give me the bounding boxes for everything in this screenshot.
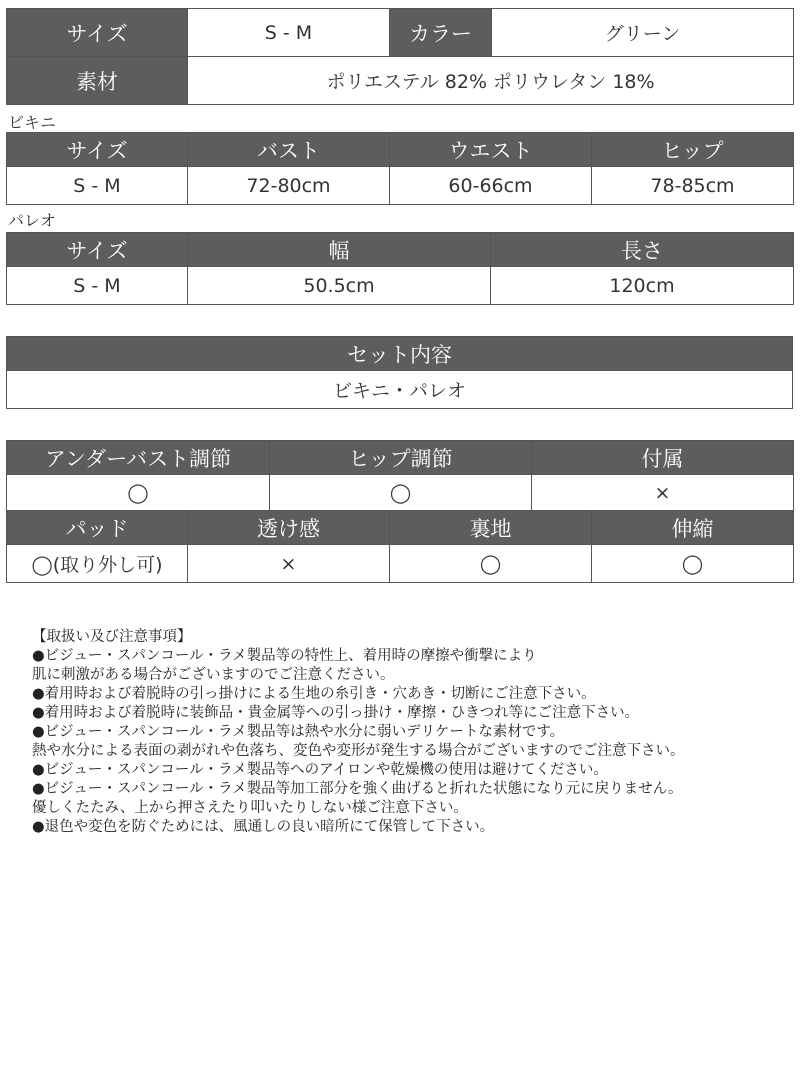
pad-value: ◯(取り外し可) <box>7 545 188 583</box>
material-value: ポリエステル 82% ポリウレタン 18% <box>188 57 794 105</box>
pareo-header-width: 幅 <box>188 233 491 267</box>
hip-adjust-header: ヒップ調節 <box>270 441 532 475</box>
hip-adjust-value: ◯ <box>270 475 532 511</box>
sheerness-value: × <box>188 545 390 583</box>
underbust-adjust-header: アンダーバスト調節 <box>7 441 270 475</box>
pareo-value-size: S - M <box>7 267 188 305</box>
care-notes-title: 【取扱い及び注意事項】 <box>32 629 192 645</box>
size-value: S - M <box>188 9 390 57</box>
included-header: 付属 <box>532 441 794 475</box>
material-label: 素材 <box>7 57 188 105</box>
pareo-header-length: 長さ <box>491 233 794 267</box>
bikini-value-waist: 60-66cm <box>390 167 592 205</box>
pad-header: パッド <box>7 511 188 545</box>
care-note-line: 優しくたたみ、上から押さえたり叩いたりしない様ご注意下さい。 <box>32 800 468 816</box>
lining-value: ◯ <box>390 545 592 583</box>
care-note-line: ●着用時および着脱時に装飾品・貴金属等への引っ掛け・摩擦・ひきつれ等にご注意下さい。 <box>32 705 640 721</box>
pareo-value-length: 120cm <box>491 267 794 305</box>
summary-table <box>6 8 794 105</box>
care-note-line: 肌に刺激がある場合がございますのでご注意ください。 <box>32 667 395 683</box>
size-label: サイズ <box>7 9 188 57</box>
stretch-header: 伸縮 <box>592 511 794 545</box>
care-note-line: 熱や水分による表面の剥がれや色落ち、変色や変形が発生する場合がございますのでご注意下さい。 <box>32 743 685 759</box>
care-note-line: ●退色や変色を防ぐためには、風通しの良い暗所にて保管して下さい。 <box>32 819 495 835</box>
care-note-line: ●ビジュー・スパンコール・ラメ製品等の特性上、着用時の摩擦や衝撃により <box>32 648 537 664</box>
set-contents-table <box>6 336 793 409</box>
care-notes <box>32 628 772 837</box>
bikini-value-bust: 72-80cm <box>188 167 390 205</box>
lining-header: 裏地 <box>390 511 592 545</box>
color-label: カラー <box>390 9 492 57</box>
bikini-table <box>6 132 794 205</box>
bikini-header-hip: ヒップ <box>592 133 794 167</box>
bikini-header-waist: ウエスト <box>390 133 592 167</box>
included-value: × <box>532 475 794 511</box>
bikini-value-size: S - M <box>7 167 188 205</box>
sheerness-header: 透け感 <box>188 511 390 545</box>
pareo-header-size: サイズ <box>7 233 188 267</box>
set-contents-header: セット内容 <box>7 337 793 371</box>
stretch-value: ◯ <box>592 545 794 583</box>
color-value: グリーン <box>492 9 794 57</box>
underbust-adjust-value: ◯ <box>7 475 270 511</box>
pareo-value-width: 50.5cm <box>188 267 491 305</box>
bikini-section-label: ビキニ <box>8 113 57 132</box>
care-note-line: ●着用時および着脱時の引っ掛けによる生地の糸引き・穴あき・切断にご注意下さい。 <box>32 686 596 702</box>
bikini-header-size: サイズ <box>7 133 188 167</box>
features-table-1 <box>6 440 794 511</box>
care-note-line: ●ビジュー・スパンコール・ラメ製品等加工部分を強く曲げると折れた状態になり元に戻りません。 <box>32 781 683 797</box>
pareo-section-label: パレオ <box>8 211 57 230</box>
care-note-line: ●ビジュー・スパンコール・ラメ製品等は熱や水分に弱いデリケートな素材です。 <box>32 724 565 740</box>
bikini-header-bust: バスト <box>188 133 390 167</box>
bikini-value-hip: 78-85cm <box>592 167 794 205</box>
pareo-table <box>6 232 794 305</box>
features-table-2 <box>6 510 794 583</box>
care-note-line: ●ビジュー・スパンコール・ラメ製品等へのアイロンや乾燥機の使用は避けてください。 <box>32 762 608 778</box>
set-contents-value: ビキニ・パレオ <box>7 371 793 409</box>
